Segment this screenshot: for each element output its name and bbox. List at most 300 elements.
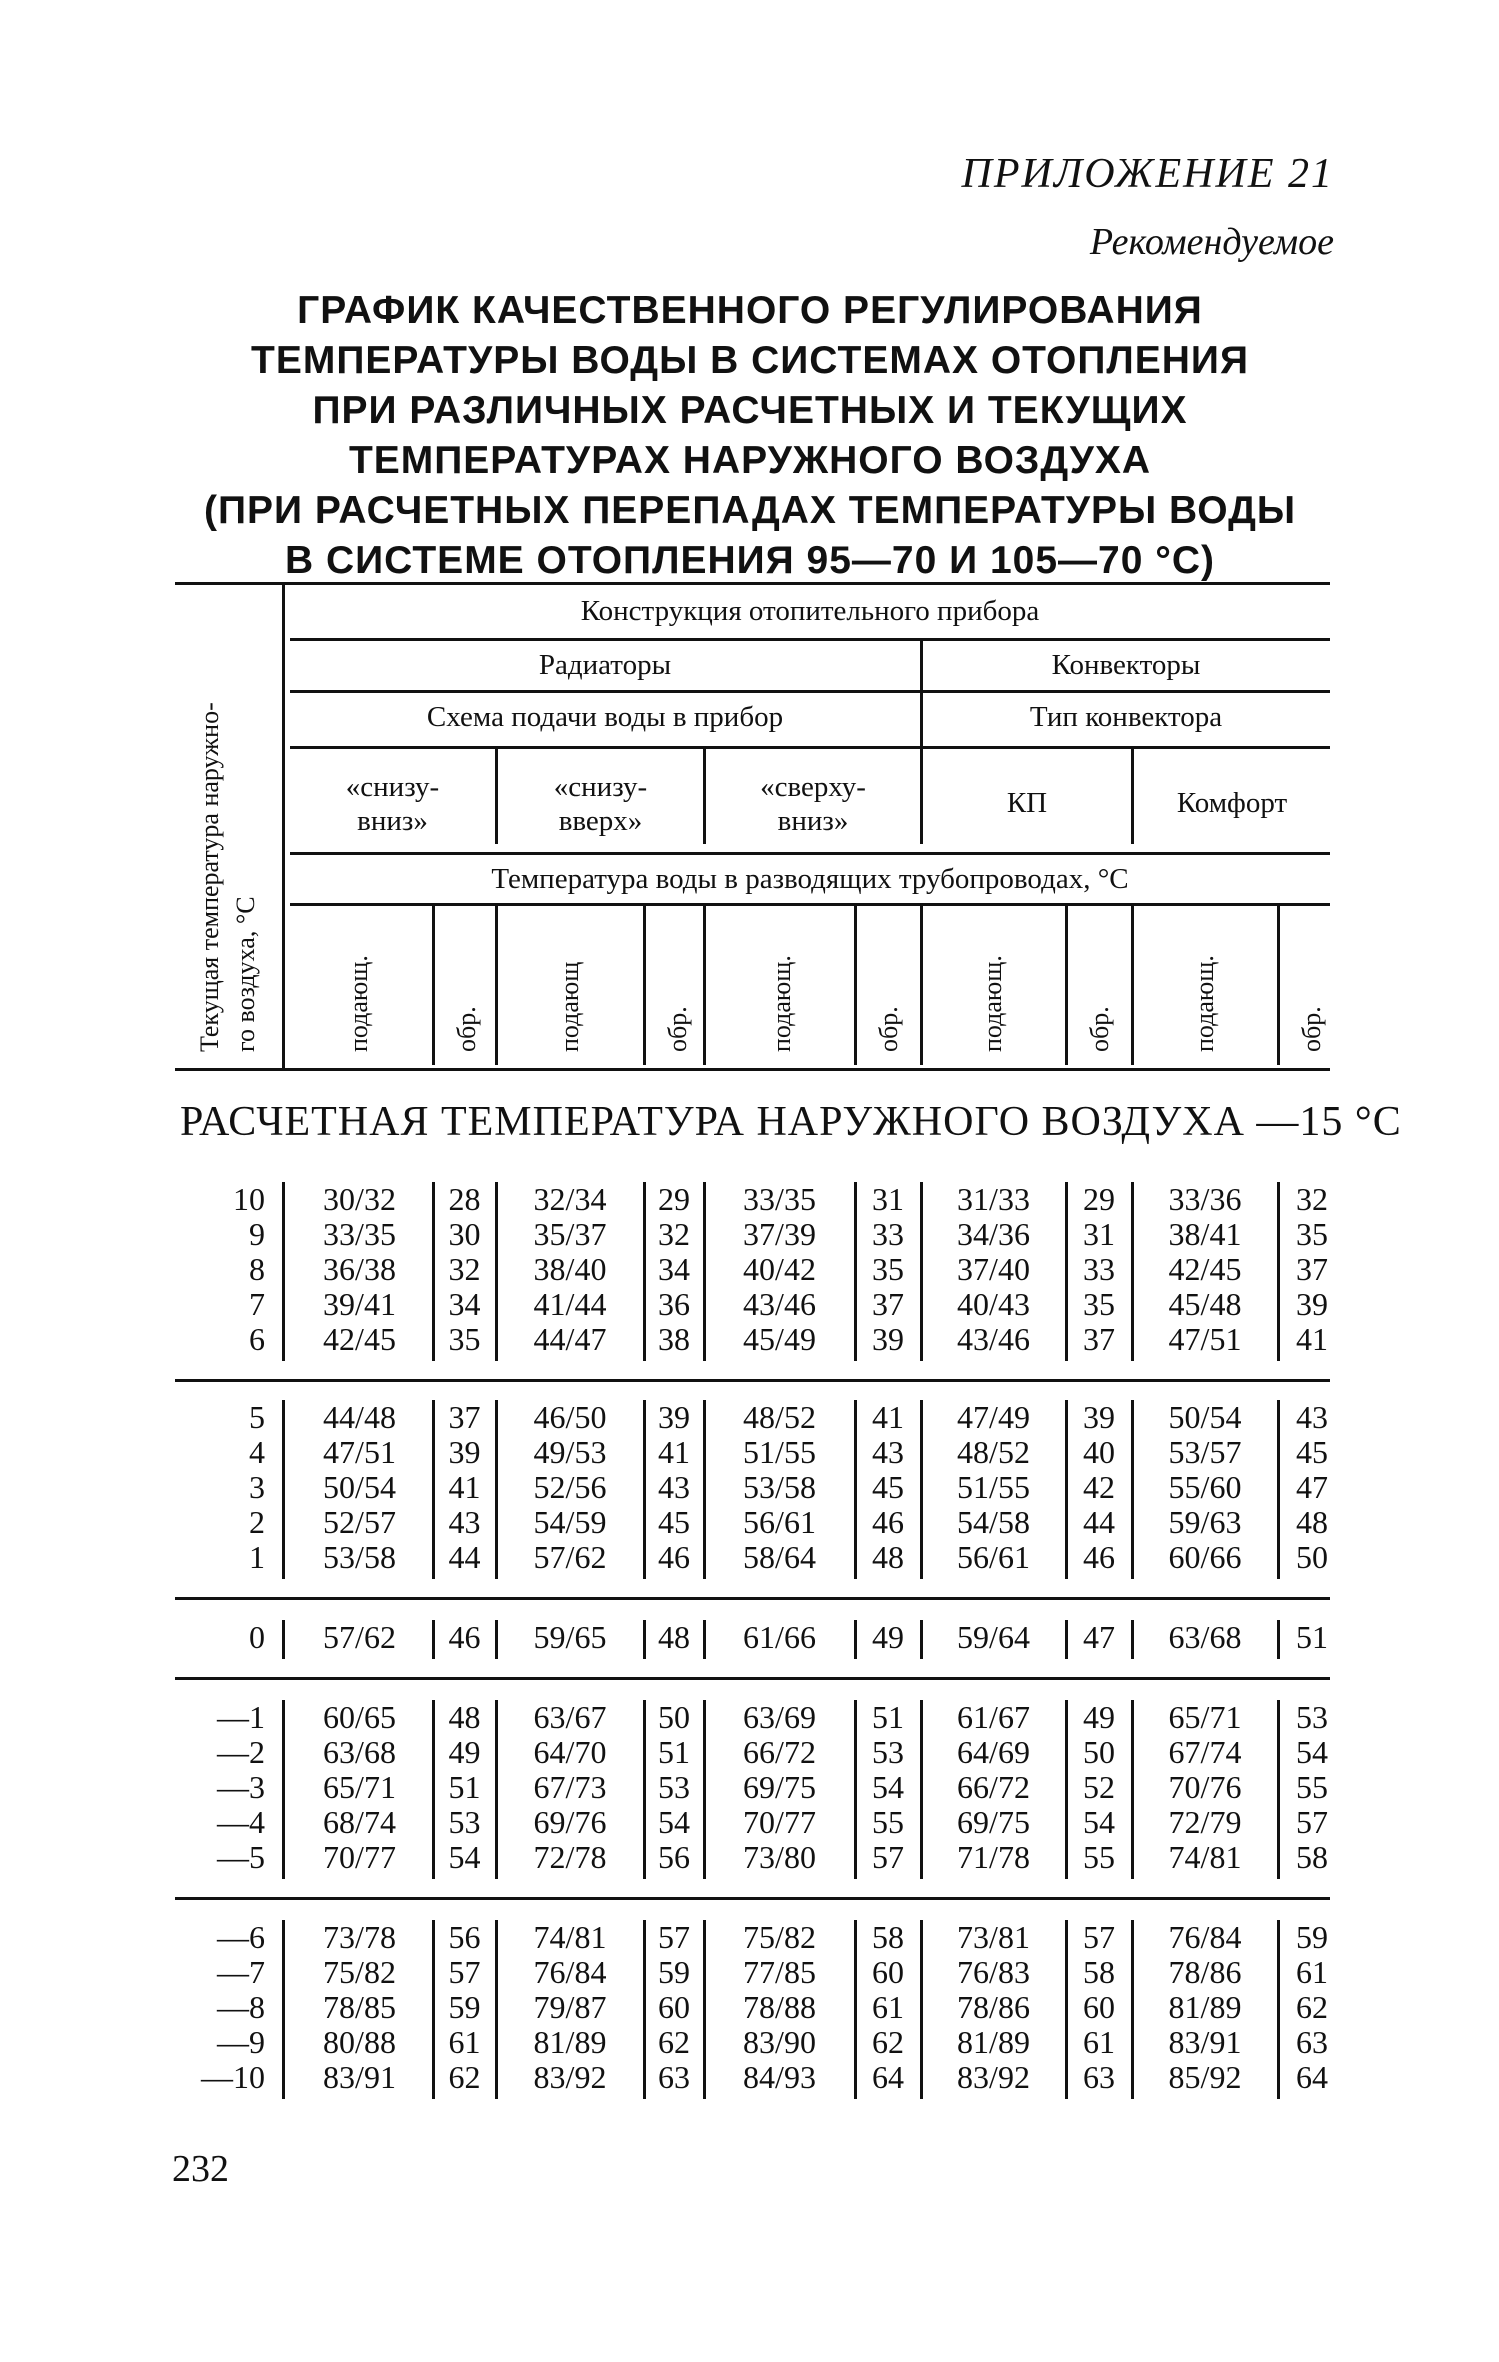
water-supply-scheme-header: Схема подачи воды в прибор <box>426 701 784 733</box>
header-top-rule <box>175 582 1330 585</box>
radiators-header: Радиаторы <box>538 649 672 681</box>
supply-temp-cell: 43/46 <box>957 1321 1030 1357</box>
scheme-label: вниз» <box>357 805 428 837</box>
supply-temp-cell: 67/73 <box>533 1769 607 1805</box>
table-row <box>0 1840 1499 1875</box>
return-column-label: обр. <box>1085 1006 1114 1052</box>
scheme-top-bottom <box>706 770 920 838</box>
supply-temp-cell: 41/44 <box>533 1286 607 1322</box>
supply-temp-cell: 53/58 <box>323 1539 396 1575</box>
supply-temp-cell: 67/74 <box>1168 1734 1242 1770</box>
outdoor-temp-cell: 0 <box>249 1619 265 1655</box>
page-number: 232 <box>172 2148 229 2190</box>
return-temp-cell: 39 <box>872 1321 904 1357</box>
row-group <box>0 1182 1499 1365</box>
title-line: В СИСТЕМЕ ОТОПЛЕНИЯ 95—70 И 105—70 °С) <box>284 539 1216 582</box>
group-separator-rule <box>175 1677 1330 1680</box>
header-divider <box>643 905 646 1065</box>
supply-column-label: подающ. <box>344 955 373 1052</box>
supply-temp-cell: 44/47 <box>533 1321 607 1357</box>
supply-temp-cell: 42/45 <box>1168 1251 1242 1287</box>
supply-temp-cell: 70/76 <box>1168 1769 1242 1805</box>
table-row <box>0 1470 1499 1505</box>
supply-temp-cell: 66/72 <box>743 1734 816 1770</box>
supply-temp-cell: 48/52 <box>743 1399 816 1435</box>
outdoor-temp-cell: 1 <box>249 1539 265 1575</box>
return-temp-cell: 32 <box>1296 1181 1328 1217</box>
outdoor-temp-cell: —6 <box>217 1919 265 1955</box>
return-temp-cell: 57 <box>448 1954 481 1990</box>
return-temp-cell: 29 <box>1083 1181 1115 1217</box>
return-temp-cell: 44 <box>448 1539 481 1575</box>
supply-temp-cell: 51/55 <box>743 1434 816 1470</box>
supply-temp-cell: 81/89 <box>1168 1989 1242 2025</box>
return-temp-cell: 38 <box>658 1321 690 1357</box>
return-temp-cell: 57 <box>658 1919 690 1955</box>
recommended-label: Рекомендуемое <box>1089 221 1334 263</box>
return-temp-cell: 62 <box>448 2059 481 2095</box>
supply-temp-cell: 71/78 <box>957 1839 1030 1875</box>
supply-temp-cell: 83/92 <box>957 2059 1030 2095</box>
return-temp-cell: 50 <box>1296 1539 1328 1575</box>
supply-temp-cell: 45/48 <box>1168 1286 1242 1322</box>
header-rule <box>290 852 1330 855</box>
return-column-label: обр. <box>452 1006 481 1052</box>
row-group <box>0 1620 1499 1663</box>
return-column-label: обр. <box>874 1006 903 1052</box>
supply-temp-cell: 72/78 <box>533 1839 607 1875</box>
supply-column-label: подающ. <box>767 955 796 1052</box>
return-temp-cell: 51 <box>872 1699 904 1735</box>
supply-temp-cell: 33/35 <box>323 1216 396 1252</box>
supply-temp-cell: 39/41 <box>323 1286 396 1322</box>
title-line: ТЕМПЕРАТУРАХ НАРУЖНОГО ВОЗДУХА <box>348 439 1152 482</box>
table-row <box>0 1805 1499 1840</box>
return-temp-cell: 62 <box>872 2024 904 2060</box>
return-temp-cell: 41 <box>448 1469 481 1505</box>
supply-temp-cell: 54/58 <box>957 1504 1030 1540</box>
table-row <box>0 1990 1499 2025</box>
return-temp-cell: 58 <box>1296 1839 1328 1875</box>
scheme-label: «снизу- <box>553 771 648 803</box>
return-temp-cell: 49 <box>872 1619 904 1655</box>
return-temp-cell: 51 <box>1296 1619 1328 1655</box>
supply-temp-cell: 73/81 <box>957 1919 1030 1955</box>
return-temp-cell: 63 <box>1083 2059 1115 2095</box>
return-temp-cell: 31 <box>1083 1216 1115 1252</box>
return-temp-cell: 51 <box>658 1734 690 1770</box>
outdoor-temp-cell: 3 <box>249 1469 265 1505</box>
return-temp-cell: 52 <box>1083 1769 1115 1805</box>
return-temp-cell: 55 <box>872 1804 904 1840</box>
supply-column-label: подающ <box>555 961 584 1052</box>
return-temp-cell: 53 <box>1296 1699 1328 1735</box>
supply-temp-cell: 36/38 <box>323 1251 396 1287</box>
return-temp-cell: 46 <box>1083 1539 1115 1575</box>
supply-temp-cell: 73/78 <box>323 1919 396 1955</box>
return-temp-cell: 40 <box>1083 1434 1115 1470</box>
supply-temp-cell: 57/62 <box>323 1619 396 1655</box>
return-temp-cell: 37 <box>872 1286 904 1322</box>
row-header-label: го воздуха, °С <box>231 896 260 1052</box>
return-temp-cell: 61 <box>1083 2024 1115 2060</box>
supply-temp-cell: 59/63 <box>1168 1504 1242 1540</box>
return-temp-cell: 37 <box>1296 1251 1328 1287</box>
return-temp-cell: 55 <box>1083 1839 1115 1875</box>
return-temp-cell: 39 <box>448 1434 481 1470</box>
return-temp-cell: 33 <box>872 1216 904 1252</box>
supply-temp-cell: 75/82 <box>323 1954 396 1990</box>
return-temp-cell: 46 <box>872 1504 904 1540</box>
outdoor-temp-cell: —8 <box>217 1989 265 2025</box>
supply-temp-cell: 43/46 <box>743 1286 816 1322</box>
header-divider <box>495 748 498 844</box>
outdoor-temp-cell: 5 <box>249 1399 265 1435</box>
outdoor-temp-cell: —4 <box>217 1804 265 1840</box>
return-temp-cell: 53 <box>872 1734 904 1770</box>
scheme-label: «сверху- <box>760 771 866 803</box>
table-row <box>0 1735 1499 1770</box>
return-column-label: обр. <box>1297 1006 1326 1052</box>
return-column-label: обр. <box>663 1006 692 1052</box>
return-temp-cell: 39 <box>1083 1399 1115 1435</box>
return-temp-cell: 50 <box>1083 1734 1115 1770</box>
supply-temp-cell: 78/88 <box>743 1989 816 2025</box>
supply-temp-cell: 54/59 <box>533 1504 607 1540</box>
scheme-label: вниз» <box>777 805 849 837</box>
outdoor-temp-cell: —5 <box>217 1839 265 1875</box>
row-header-label: Текущая температура наружно- <box>195 702 224 1052</box>
supply-temp-cell: 61/66 <box>743 1619 816 1655</box>
supply-temp-cell: 33/36 <box>1168 1181 1242 1217</box>
outdoor-temp-cell: —9 <box>217 2024 265 2060</box>
supply-temp-cell: 72/79 <box>1168 1804 1242 1840</box>
return-temp-cell: 48 <box>1296 1504 1328 1540</box>
header-divider <box>920 905 923 1065</box>
supply-temp-cell: 46/50 <box>533 1399 607 1435</box>
header-divider <box>920 748 923 844</box>
return-temp-cell: 37 <box>448 1399 481 1435</box>
table-row <box>0 2025 1499 2060</box>
return-temp-cell: 56 <box>658 1839 690 1875</box>
header-divider <box>1065 905 1068 1065</box>
table-row <box>0 1620 1499 1655</box>
return-temp-cell: 46 <box>448 1619 481 1655</box>
return-temp-cell: 37 <box>1083 1321 1115 1357</box>
return-temp-cell: 60 <box>1083 1989 1115 2025</box>
supply-temp-cell: 65/71 <box>323 1769 396 1805</box>
title-line: (ПРИ РАСЧЕТНЫХ ПЕРЕПАДАХ ТЕМПЕРАТУРЫ ВОДЫ <box>203 489 1297 532</box>
supply-temp-cell: 37/39 <box>743 1216 816 1252</box>
scheme-label: «снизу- <box>345 771 440 803</box>
outdoor-temp-cell: 4 <box>249 1434 265 1470</box>
group-separator-rule <box>175 1597 1330 1600</box>
return-temp-cell: 32 <box>448 1251 481 1287</box>
return-temp-cell: 41 <box>658 1434 690 1470</box>
scheme-bottom-bottom <box>290 770 495 838</box>
supply-temp-cell: 70/77 <box>743 1804 816 1840</box>
row-group <box>0 1700 1499 1883</box>
supply-temp-cell: 63/68 <box>1168 1619 1242 1655</box>
supply-temp-cell: 83/91 <box>323 2059 396 2095</box>
supply-temp-cell: 60/65 <box>323 1699 396 1735</box>
return-temp-cell: 60 <box>872 1954 904 1990</box>
return-temp-cell: 36 <box>658 1286 690 1322</box>
table-row <box>0 1287 1499 1322</box>
supply-temp-cell: 64/69 <box>957 1734 1030 1770</box>
supply-temp-cell: 83/91 <box>1168 2024 1242 2060</box>
header-divider <box>854 905 857 1065</box>
supply-temp-cell: 74/81 <box>1168 1839 1242 1875</box>
supply-temp-cell: 84/93 <box>743 2059 816 2095</box>
return-temp-cell: 39 <box>658 1399 690 1435</box>
return-temp-cell: 59 <box>448 1989 481 2025</box>
table-row <box>0 1182 1499 1217</box>
supply-temp-cell: 31/33 <box>957 1181 1030 1217</box>
table-row <box>0 1505 1499 1540</box>
return-temp-cell: 62 <box>658 2024 690 2060</box>
return-temp-cell: 57 <box>1083 1919 1115 1955</box>
return-temp-cell: 56 <box>448 1919 481 1955</box>
return-temp-cell: 55 <box>1296 1769 1328 1805</box>
return-temp-cell: 49 <box>1083 1699 1115 1735</box>
table-row <box>0 1920 1499 1955</box>
supply-temp-cell: 40/43 <box>957 1286 1030 1322</box>
header-rule <box>290 746 1330 749</box>
return-temp-cell: 29 <box>658 1181 690 1217</box>
outdoor-temp-cell: 7 <box>249 1286 265 1322</box>
supply-temp-cell: 69/75 <box>743 1769 816 1805</box>
supply-temp-cell: 79/87 <box>533 1989 607 2025</box>
supply-temp-cell: 81/89 <box>957 2024 1030 2060</box>
supply-temp-cell: 47/51 <box>323 1434 396 1470</box>
outdoor-temp-cell: —2 <box>217 1734 265 1770</box>
return-temp-cell: 30 <box>448 1216 481 1252</box>
supply-temp-cell: 63/69 <box>743 1699 816 1735</box>
supply-temp-cell: 83/90 <box>743 2024 816 2060</box>
group-separator-rule <box>175 1897 1330 1900</box>
header-divider <box>432 905 435 1065</box>
outdoor-temp-cell: 8 <box>249 1251 265 1287</box>
return-temp-cell: 63 <box>1296 2024 1328 2060</box>
return-temp-cell: 35 <box>872 1251 904 1287</box>
table-row <box>0 1252 1499 1287</box>
supply-temp-cell: 52/57 <box>323 1504 396 1540</box>
header-divider <box>703 748 706 844</box>
supply-temp-cell: 78/86 <box>1168 1954 1242 1990</box>
supply-temp-cell: 60/66 <box>1168 1539 1242 1575</box>
header-divider <box>1131 748 1134 844</box>
return-temp-cell: 61 <box>872 1989 904 2025</box>
supply-temp-cell: 69/75 <box>957 1804 1030 1840</box>
supply-temp-cell: 57/62 <box>533 1539 607 1575</box>
return-temp-cell: 47 <box>1296 1469 1328 1505</box>
supply-temp-cell: 63/68 <box>323 1734 396 1770</box>
return-temp-cell: 61 <box>448 2024 481 2060</box>
return-temp-cell: 58 <box>1083 1954 1115 1990</box>
return-temp-cell: 32 <box>658 1216 690 1252</box>
scheme-label: вверх» <box>558 805 643 837</box>
return-temp-cell: 64 <box>1296 2059 1328 2095</box>
outdoor-temp-cell: 6 <box>249 1321 265 1357</box>
supply-temp-cell: 40/42 <box>743 1251 816 1287</box>
header-divider <box>1277 905 1280 1065</box>
return-temp-cell: 34 <box>658 1251 690 1287</box>
table-row <box>0 1217 1499 1252</box>
title-line: ГРАФИК КАЧЕСТВЕННОГО РЕГУЛИРОВАНИЯ <box>297 289 1203 332</box>
supply-temp-cell: 65/71 <box>1168 1699 1242 1735</box>
supply-temp-cell: 66/72 <box>957 1769 1030 1805</box>
header-divider <box>1131 905 1134 1065</box>
appendix-label: ПРИЛОЖЕНИЕ 21 <box>961 151 1334 197</box>
table-row <box>0 1700 1499 1735</box>
supply-temp-cell: 53/58 <box>743 1469 816 1505</box>
return-temp-cell: 35 <box>448 1321 481 1357</box>
supply-temp-cell: 55/60 <box>1168 1469 1242 1505</box>
return-temp-cell: 53 <box>448 1804 481 1840</box>
header-rule <box>290 690 1330 693</box>
header-divider <box>703 905 706 1065</box>
supply-temp-cell: 59/65 <box>533 1619 607 1655</box>
water-temp-header: Температура воды в разводящих трубопроводах, °С <box>491 863 1129 895</box>
supply-temp-cell: 44/48 <box>323 1399 396 1435</box>
supply-temp-cell: 35/37 <box>533 1216 607 1252</box>
section-heading: РАСЧЕТНАЯ ТЕМПЕРАТУРА НАРУЖНОГО ВОЗДУХА —15 °С <box>180 1099 1402 1145</box>
return-temp-cell: 60 <box>658 1989 690 2025</box>
row-group <box>0 1400 1499 1583</box>
return-temp-cell: 54 <box>658 1804 690 1840</box>
supply-temp-cell: 48/52 <box>957 1434 1030 1470</box>
title-line: ПРИ РАЗЛИЧНЫХ РАСЧЕТНЫХ И ТЕКУЩИХ <box>312 389 1188 432</box>
outdoor-temp-cell: 9 <box>249 1216 265 1252</box>
return-temp-cell: 48 <box>872 1539 904 1575</box>
return-temp-cell: 43 <box>872 1434 904 1470</box>
supply-temp-cell: 30/32 <box>323 1181 396 1217</box>
return-temp-cell: 44 <box>1083 1504 1115 1540</box>
return-temp-cell: 59 <box>1296 1919 1328 1955</box>
return-temp-cell: 54 <box>448 1839 481 1875</box>
supply-temp-cell: 33/35 <box>743 1181 816 1217</box>
supply-temp-cell: 85/92 <box>1168 2059 1242 2095</box>
table-row <box>0 1435 1499 1470</box>
return-temp-cell: 39 <box>1296 1286 1328 1322</box>
return-temp-cell: 54 <box>1083 1804 1115 1840</box>
table-row <box>0 1540 1499 1575</box>
header-divider <box>920 640 923 752</box>
return-temp-cell: 45 <box>658 1504 690 1540</box>
return-temp-cell: 53 <box>658 1769 690 1805</box>
return-temp-cell: 64 <box>872 2059 904 2095</box>
supply-temp-cell: 75/82 <box>743 1919 816 1955</box>
group-separator-rule <box>175 1379 1330 1382</box>
supply-temp-cell: 58/64 <box>743 1539 816 1575</box>
outdoor-temp-cell: —7 <box>217 1954 265 1990</box>
supply-temp-cell: 50/54 <box>1168 1399 1242 1435</box>
supply-temp-cell: 56/61 <box>957 1539 1030 1575</box>
outdoor-temp-cell: —10 <box>201 2059 265 2095</box>
supply-temp-cell: 38/40 <box>533 1251 607 1287</box>
supply-temp-cell: 42/45 <box>323 1321 396 1357</box>
convector-type-comfort: Комфорт <box>1176 787 1288 819</box>
header-divider <box>495 905 498 1065</box>
supply-temp-cell: 73/80 <box>743 1839 816 1875</box>
convectors-header: Конвекторы <box>1051 649 1201 681</box>
return-temp-cell: 35 <box>1083 1286 1115 1322</box>
scheme-bottom-top <box>498 770 703 838</box>
outdoor-temp-cell: —1 <box>217 1699 265 1735</box>
return-temp-cell: 48 <box>448 1699 481 1735</box>
return-temp-cell: 34 <box>448 1286 481 1322</box>
return-temp-cell: 50 <box>658 1699 690 1735</box>
supply-temp-cell: 38/41 <box>1168 1216 1242 1252</box>
supply-temp-cell: 74/81 <box>533 1919 607 1955</box>
outdoor-temp-cell: 10 <box>233 1181 265 1217</box>
supply-temp-cell: 78/86 <box>957 1989 1030 2025</box>
supply-temp-cell: 61/67 <box>957 1699 1030 1735</box>
return-temp-cell: 45 <box>872 1469 904 1505</box>
supply-temp-cell: 53/57 <box>1168 1434 1242 1470</box>
return-temp-cell: 31 <box>872 1181 904 1217</box>
supply-temp-cell: 37/40 <box>957 1251 1030 1287</box>
return-temp-cell: 28 <box>448 1181 481 1217</box>
table-row <box>0 1400 1499 1435</box>
row-group <box>0 1920 1499 2103</box>
table-row <box>0 1770 1499 1805</box>
return-temp-cell: 58 <box>872 1919 904 1955</box>
supply-temp-cell: 34/36 <box>957 1216 1030 1252</box>
supply-temp-cell: 49/53 <box>533 1434 607 1470</box>
supply-temp-cell: 83/92 <box>533 2059 607 2095</box>
return-temp-cell: 54 <box>872 1769 904 1805</box>
supply-temp-cell: 68/74 <box>323 1804 396 1840</box>
supply-temp-cell: 45/49 <box>743 1321 816 1357</box>
construction-header: Конструкция отопительного прибора <box>580 595 1040 627</box>
table-row <box>0 1955 1499 1990</box>
return-temp-cell: 51 <box>448 1769 481 1805</box>
table-row <box>0 1322 1499 1357</box>
supply-temp-cell: 63/67 <box>533 1699 607 1735</box>
return-temp-cell: 62 <box>1296 1989 1328 2025</box>
supply-temp-cell: 76/84 <box>1168 1919 1242 1955</box>
header-rule <box>290 903 1330 906</box>
supply-temp-cell: 47/51 <box>1168 1321 1242 1357</box>
return-temp-cell: 41 <box>1296 1321 1328 1357</box>
row-header-divider <box>282 584 285 1068</box>
return-temp-cell: 59 <box>658 1954 690 1990</box>
supply-temp-cell: 47/49 <box>957 1399 1030 1435</box>
supply-column-label: подающ. <box>978 955 1007 1052</box>
supply-temp-cell: 64/70 <box>533 1734 607 1770</box>
return-temp-cell: 49 <box>448 1734 481 1770</box>
return-temp-cell: 42 <box>1083 1469 1115 1505</box>
supply-temp-cell: 81/89 <box>533 2024 607 2060</box>
outdoor-temp-cell: —3 <box>217 1769 265 1805</box>
return-temp-cell: 57 <box>1296 1804 1328 1840</box>
supply-temp-cell: 59/64 <box>957 1619 1030 1655</box>
supply-temp-cell: 70/77 <box>323 1839 396 1875</box>
supply-temp-cell: 76/84 <box>533 1954 607 1990</box>
supply-temp-cell: 78/85 <box>323 1989 396 2025</box>
return-temp-cell: 43 <box>658 1469 690 1505</box>
supply-temp-cell: 80/88 <box>323 2024 396 2060</box>
return-temp-cell: 63 <box>658 2059 690 2095</box>
return-temp-cell: 48 <box>658 1619 690 1655</box>
supply-column-label: подающ. <box>1190 955 1219 1052</box>
supply-temp-cell: 51/55 <box>957 1469 1030 1505</box>
return-temp-cell: 33 <box>1083 1251 1115 1287</box>
document-title <box>150 286 1350 586</box>
return-temp-cell: 43 <box>1296 1399 1328 1435</box>
